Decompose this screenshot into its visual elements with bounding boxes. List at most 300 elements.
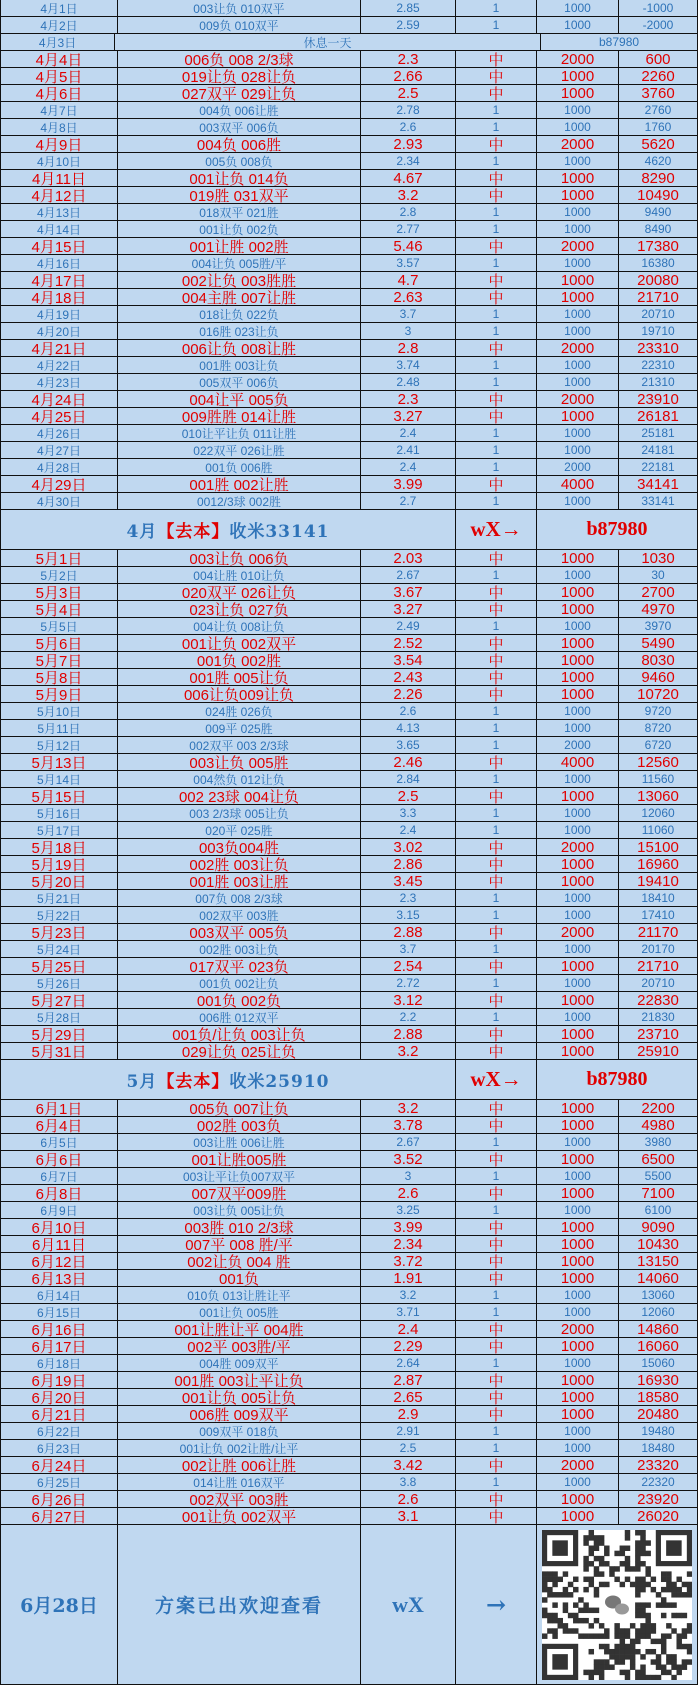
row-total: 22181 [619,459,698,475]
row-odds: 3.67 [361,584,456,600]
record-row [0,102,698,119]
row-result: 中 [456,601,537,617]
row-date: 5月1日 [0,550,118,566]
row-stake: 1000 [537,170,619,186]
row-match: 001让负 002双平 [118,1508,361,1524]
row-odds: 2.88 [361,924,456,940]
record-row [0,992,698,1009]
record-row [0,754,698,771]
row-date: 4月10日 [0,153,118,169]
row-stake: 1000 [537,618,619,634]
row-stake: 1000 [537,1491,619,1507]
row-stake: 1000 [537,958,619,974]
row-odds: 4.13 [361,720,456,736]
row-total: 19480 [619,1423,698,1439]
row-match: 004让胜 010让负 [118,567,361,583]
row-result: 中 [456,924,537,940]
row-match: 005双平 006负 [118,374,361,390]
row-stake: 1000 [537,1270,619,1286]
row-total: 30 [619,567,698,583]
row-stake: 2000 [537,737,619,753]
row-odds: 2.65 [361,1389,456,1405]
row-result: 中 [456,635,537,651]
record-row [0,85,698,102]
record-row [0,1338,698,1355]
row-stake: 2000 [537,238,619,254]
row-date: 6月23日 [0,1440,118,1456]
row-result: 中 [456,992,537,1008]
row-stake: 1000 [537,425,619,441]
april-summary-label [0,510,456,549]
row-odds: 2.4 [361,1321,456,1337]
row-total: 22320 [619,1474,698,1490]
row-match: 001负 002让负 [118,975,361,991]
row-date: 6月22日 [0,1423,118,1439]
row-total: 6100 [619,1202,698,1218]
row-match: 009负 010双平 [118,17,361,33]
row-odds: 3.74 [361,357,456,373]
record-row [0,1440,698,1457]
row-stake: 1000 [537,85,619,101]
row-match: 027双平 029让负 [118,85,361,101]
row-date: 4月6日 [0,85,118,101]
row-odds: 2.7 [361,493,456,509]
row-total: 2260 [619,68,698,84]
row-match: 004让平 005负 [118,391,361,407]
row-total: 10490 [619,187,698,203]
row-odds: 3.2 [361,187,456,203]
row-total: 2700 [619,584,698,600]
row-total: 15100 [619,839,698,855]
row-total: 7100 [619,1185,698,1201]
record-row [0,703,698,720]
row-date: 6月4日 [0,1117,118,1133]
row-result: 中 [456,340,537,356]
row-result: 1 [456,459,537,475]
row-match: 001让负 002让胜/让平 [118,1440,361,1456]
row-odds: 3.8 [361,1474,456,1490]
may-summary-label [0,1060,456,1099]
row-total: 23710 [619,1026,698,1042]
row-match: 010负 013让胜让平 [118,1287,361,1303]
row-match: 001负/让负 003让负 [118,1026,361,1042]
row-date: 6月13日 [0,1270,118,1286]
row-total: 18410 [619,890,698,906]
row-stake: 4000 [537,476,619,492]
row-match: 018让负 022负 [118,306,361,322]
row-stake: 1000 [537,102,619,118]
row-result: 中 [456,391,537,407]
row-date: 6月21日 [0,1406,118,1422]
record-row [0,1491,698,1508]
row-stake: 1000 [537,1423,619,1439]
row-total: 600 [619,51,698,67]
row-total: 22310 [619,357,698,373]
row-result: 1 [456,1134,537,1150]
record-row [0,669,698,686]
row-odds: 3.2 [361,1043,456,1059]
row-stake: 1000 [537,1185,619,1201]
row-total: 19710 [619,323,698,339]
row-date: 5月22日 [0,907,118,923]
row-result: 1 [456,255,537,271]
record-row [0,408,698,425]
row-odds: 2.63 [361,289,456,305]
row-odds: 2.6 [361,1491,456,1507]
wechat-qr-code-icon[interactable] [542,1530,692,1680]
row-stake: 2000 [537,1457,619,1473]
row-odds: 2.2 [361,1009,456,1025]
record-row [0,1270,698,1287]
row-result: 中 [456,1100,537,1116]
row-match: 001负 002胜 [118,652,361,668]
row-odds: 2.6 [361,703,456,719]
row-odds: 2.6 [361,119,456,135]
record-row [0,1355,698,1372]
may-summary-wx: wX→ [456,1060,537,1099]
row-date: 4月19日 [0,306,118,322]
record-row [0,442,698,459]
row-match: 003负004胜 [118,839,361,855]
row-result: 1 [456,204,537,220]
record-row [0,17,698,34]
record-row [0,289,698,306]
row-result: 1 [456,17,537,33]
row-match: 002双平 003 2/3球 [118,737,361,753]
row-match: 009平 025胜 [118,720,361,736]
row-stake: 1000 [537,1338,619,1354]
record-row [0,1100,698,1117]
row-odds: 2.54 [361,958,456,974]
row-match: 029让负 025让负 [118,1043,361,1059]
record-row [0,907,698,924]
row-date: 5月19日 [0,856,118,872]
row-odds: 2.41 [361,442,456,458]
row-date: 6月10日 [0,1219,118,1235]
row-result: 中 [456,136,537,152]
row-stake: 1000 [537,1287,619,1303]
row-total: 5620 [619,136,698,152]
record-row [0,1287,698,1304]
row-stake: 1000 [537,873,619,889]
row-date: 4月15日 [0,238,118,254]
row-total: 4980 [619,1117,698,1133]
row-match: 003让胜 006让胜 [118,1134,361,1150]
row-result: 中 [456,238,537,254]
row-stake: 1000 [537,1134,619,1150]
row-total: 16960 [619,856,698,872]
row-match: 002胜 003负 [118,1117,361,1133]
row-match: 002双平 003胜 [118,1491,361,1507]
row-odds: 3.52 [361,1151,456,1167]
row-result: 中 [456,170,537,186]
record-row [0,890,698,907]
row-odds: 3.78 [361,1117,456,1133]
row-total: 5500 [619,1168,698,1184]
row-match: 002让负 004 胜 [118,1253,361,1269]
row-total: 12060 [619,1304,698,1320]
row-match: 006让负009让负 [118,686,361,702]
row-odds: 3.3 [361,805,456,821]
row-total: 10430 [619,1236,698,1252]
row-total: 20710 [619,975,698,991]
row-result: 中 [456,839,537,855]
row-stake: 1000 [537,601,619,617]
row-match: 001负 [118,1270,361,1286]
row-date: 6月17日 [0,1338,118,1354]
row-result: 中 [456,1219,537,1235]
row-total: 21830 [619,1009,698,1025]
row-date: 4月11日 [0,170,118,186]
row-date: 6月26日 [0,1491,118,1507]
may-summary-row [0,1060,698,1100]
row-result: 1 [456,102,537,118]
row-odds: 2.78 [361,102,456,118]
row-match: 019胜 031双平 [118,187,361,203]
row-date: 4月20日 [0,323,118,339]
row-result: 中 [456,550,537,566]
row-stake: 1000 [537,941,619,957]
row-result: 中 [456,754,537,770]
row-result: 1 [456,0,537,16]
record-row [0,601,698,618]
row-stake: 1000 [537,1253,619,1269]
record-row [0,584,698,601]
row-match: 010让平让负 011让胜 [118,425,361,441]
row-match: 004负 006让胜 [118,102,361,118]
row-date: 6月24日 [0,1457,118,1473]
row-total: 8720 [619,720,698,736]
row-date: 5月24日 [0,941,118,957]
row-odds: 3.7 [361,306,456,322]
row-odds: 2.3 [361,391,456,407]
row-stake: 1000 [537,1236,619,1252]
row-result: 1 [456,425,537,441]
record-row [0,1321,698,1338]
row-stake: 1000 [537,255,619,271]
row-total: 20080 [619,272,698,288]
row-total: 16930 [619,1372,698,1388]
row-date: 6月6日 [0,1151,118,1167]
row-total: 23920 [619,1491,698,1507]
row-total: 20480 [619,1406,698,1422]
record-row [0,1026,698,1043]
row-odds: 2.52 [361,635,456,651]
row-stake: 1000 [537,1117,619,1133]
row-stake: 1000 [537,1151,619,1167]
row-result: 中 [456,1043,537,1059]
row-odds: 2.29 [361,1338,456,1354]
row-result: 中 [456,289,537,305]
row-result: 1 [456,1168,537,1184]
row-match: 002 23球 004让负 [118,788,361,804]
row-result: 1 [456,1009,537,1025]
row-total: 17380 [619,238,698,254]
record-row [0,771,698,788]
row-match: 005负 008负 [118,153,361,169]
row-match: 002平 003胜/平 [118,1338,361,1354]
row-stake: 1000 [537,890,619,906]
row-date: 6月12日 [0,1253,118,1269]
row-date: 5月16日 [0,805,118,821]
row-total: 13060 [619,1287,698,1303]
row-result: 1 [456,567,537,583]
row-date: 5月26日 [0,975,118,991]
record-row [0,1009,698,1026]
record-row [0,652,698,669]
record-row [0,1151,698,1168]
row-stake: 1000 [537,975,619,991]
row-result: 1 [456,1304,537,1320]
row-stake: 1000 [537,1100,619,1116]
row-total: 14860 [619,1321,698,1337]
row-odds: 2.46 [361,754,456,770]
row-stake: 1000 [537,17,619,33]
row-result: 1 [456,618,537,634]
record-row [0,873,698,890]
row-match: 001让胜 002胜 [118,238,361,254]
row-result: 中 [456,1389,537,1405]
row-total: 4620 [619,153,698,169]
row-stake: 1000 [537,584,619,600]
row-match: 007负 008 2/3球 [118,890,361,906]
row-match: 003双平 005负 [118,924,361,940]
record-row [0,822,698,839]
row-stake: 1000 [537,153,619,169]
row-date: 5月2日 [0,567,118,583]
record-row [0,1168,698,1185]
row-result: 中 [456,1508,537,1524]
row-date: 4月16日 [0,255,118,271]
row-result: 中 [456,408,537,424]
row-odds: 3.27 [361,408,456,424]
row-total: 26181 [619,408,698,424]
row-result: 1 [456,153,537,169]
row-total: 5490 [619,635,698,651]
row-match: 0012/3球 002胜 [118,493,361,509]
record-row [0,856,698,873]
row-stake: 1000 [537,1389,619,1405]
row-stake: 1000 [537,805,619,821]
row-total: 2200 [619,1100,698,1116]
record-row [0,1304,698,1321]
row-total: 21710 [619,289,698,305]
row-match: 002胜 003让负 [118,856,361,872]
row-stake: 2000 [537,1321,619,1337]
row-match: 020平 025胜 [118,822,361,838]
row-result: 中 [456,788,537,804]
row-stake: 1000 [537,1009,619,1025]
row-result: 1 [456,805,537,821]
row-match: 001让负 002负 [118,221,361,237]
row-date: 5月21日 [0,890,118,906]
row-odds: 4.7 [361,272,456,288]
row-date: 4月13日 [0,204,118,220]
row-total: 3980 [619,1134,698,1150]
row-match: 003让负 006负 [118,550,361,566]
row-date: 5月23日 [0,924,118,940]
row-odds: 2.84 [361,771,456,787]
row-total: 21310 [619,374,698,390]
row-total: 21170 [619,924,698,940]
row-date: 5月15日 [0,788,118,804]
row-result: 1 [456,720,537,736]
row-total: 11060 [619,822,698,838]
row-date: 6月18日 [0,1355,118,1371]
row-stake: 1000 [537,204,619,220]
row-total: 8490 [619,221,698,237]
row-stake: 1000 [537,669,619,685]
record-row [0,51,698,68]
rest-note: 休息一天 [115,34,541,50]
row-odds: 3.42 [361,1457,456,1473]
row-date: 5月27日 [0,992,118,1008]
row-odds: 3.54 [361,652,456,668]
row-match: 001让负 005胜 [118,1304,361,1320]
row-odds: 3.71 [361,1304,456,1320]
row-result: 1 [456,822,537,838]
row-date: 4月26日 [0,425,118,441]
row-result: 1 [456,771,537,787]
april-summary-code: b87980 [537,510,698,549]
row-date: 5月9日 [0,686,118,702]
row-odds: 3.7 [361,941,456,957]
row-total: 20170 [619,941,698,957]
row-odds: 1.91 [361,1270,456,1286]
row-match: 001胜 002让胜 [118,476,361,492]
row-odds: 3.65 [361,737,456,753]
row-date: 6月25日 [0,1474,118,1490]
row-date: 6月16日 [0,1321,118,1337]
april-records [0,0,698,510]
row-date: 5月10日 [0,703,118,719]
record-row [0,1236,698,1253]
row-odds: 2.3 [361,890,456,906]
row-stake: 1000 [537,1440,619,1456]
row-date: 4月14日 [0,221,118,237]
row-date: 4月27日 [0,442,118,458]
row-total: 9460 [619,669,698,685]
row-date: 6月11日 [0,1236,118,1252]
row-odds: 2.88 [361,1026,456,1042]
row-odds: 2.48 [361,374,456,390]
row-result: 中 [456,85,537,101]
row-date: 5月13日 [0,754,118,770]
record-row [0,306,698,323]
row-total: 15060 [619,1355,698,1371]
row-result: 中 [456,856,537,872]
row-total: 17410 [619,907,698,923]
row-result: 中 [456,1270,537,1286]
row-match: 016胜 023让负 [118,323,361,339]
row-match: 022双平 026让胜 [118,442,361,458]
row-stake: 1000 [537,992,619,1008]
record-row [0,1423,698,1440]
row-date: 6月1日 [0,1100,118,1116]
row-stake: 1000 [537,1026,619,1042]
row-date: 5月3日 [0,584,118,600]
row-odds: 2.5 [361,788,456,804]
row-match: 004让负 008让负 [118,618,361,634]
final-date: 6月28日 [0,1525,118,1684]
row-result: 1 [456,1440,537,1456]
row-odds: 2.91 [361,1423,456,1439]
row-odds: 2.67 [361,1134,456,1150]
row-result: 中 [456,1253,537,1269]
may-summary-bracket: 【去本】 [157,1072,230,1092]
row-match: 001胜 005让负 [118,669,361,685]
row-stake: 1000 [537,703,619,719]
